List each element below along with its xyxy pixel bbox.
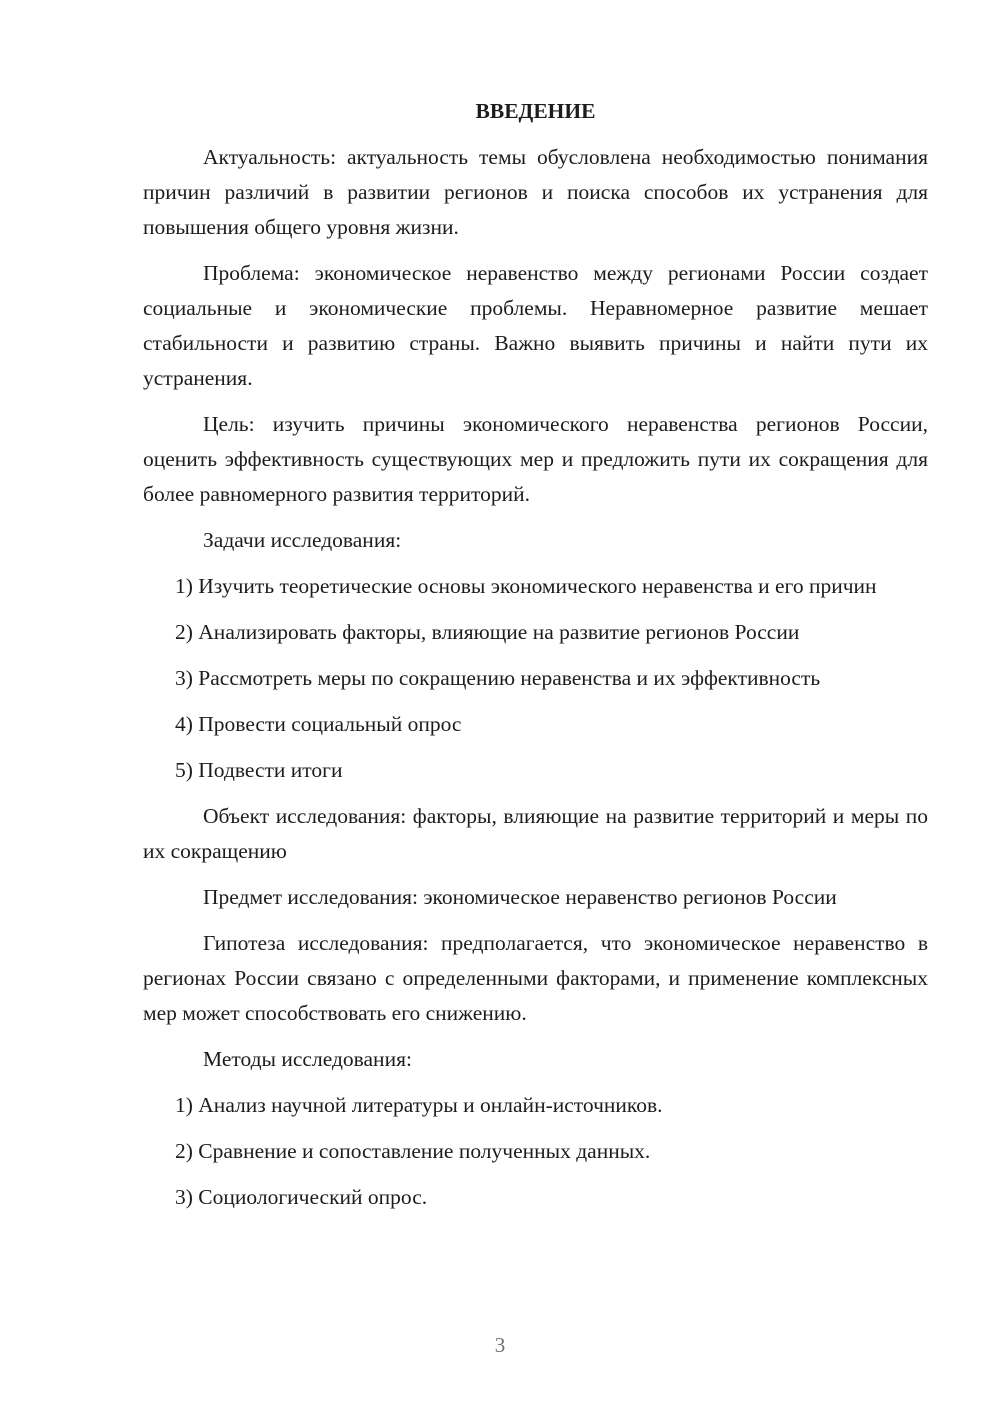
task-item-2: 2) Анализировать факторы, влияющие на развитие регионов России — [175, 620, 800, 644]
page-title: ВВЕДЕНИЕ — [475, 99, 596, 123]
hypothesis-paragraph: Гипотеза исследования: предполагается, что экономическое неравенство в регионах России связано с определенными факторами, и применение комплексных мер может способствовать его снижению. — [143, 931, 928, 1025]
methods-heading: Методы исследования: — [203, 1047, 412, 1071]
task-item-4: 4) Провести социальный опрос — [175, 712, 462, 736]
goal-paragraph: Цель: изучить причины экономического неравенства регионов России, оценить эффективность существующих мер и предложить пути их сокращения для более равномерного развития территорий. — [143, 412, 928, 506]
task-item-1: 1) Изучить теоретические основы экономического неравенства и его причин — [175, 574, 877, 598]
subject-paragraph: Предмет исследования: экономическое неравенство регионов России — [203, 885, 837, 909]
object-paragraph: Объект исследования: факторы, влияющие на развитие территорий и меры по их сокращению — [143, 804, 928, 863]
document-body — [143, 96, 928, 1226]
method-item-1: 1) Анализ научной литературы и онлайн-источников. — [175, 1093, 663, 1117]
task-item-3: 3) Рассмотреть меры по сокращению неравенства и их эффективность — [175, 666, 821, 690]
method-item-3: 3) Социологический опрос. — [175, 1185, 428, 1209]
tasks-heading: Задачи исследования: — [203, 528, 402, 552]
page-number: 3 — [494, 1333, 506, 1357]
problem-paragraph: Проблема: экономическое неравенство между регионами России создает социальные и экономические проблемы. Неравномерное развитие мешает стабильности и развитию страны. Важно выявить причины и найти пути их устранения. — [143, 261, 928, 390]
method-item-2: 2) Сравнение и сопоставление полученных данных. — [175, 1139, 651, 1163]
task-item-5: 5) Подвести итоги — [175, 758, 343, 782]
relevance-paragraph: Актуальность: актуальность темы обусловлена необходимостью понимания причин различий в развитии регионов и поиска способов их устранения для повышения общего уровня жизни. — [143, 145, 928, 239]
